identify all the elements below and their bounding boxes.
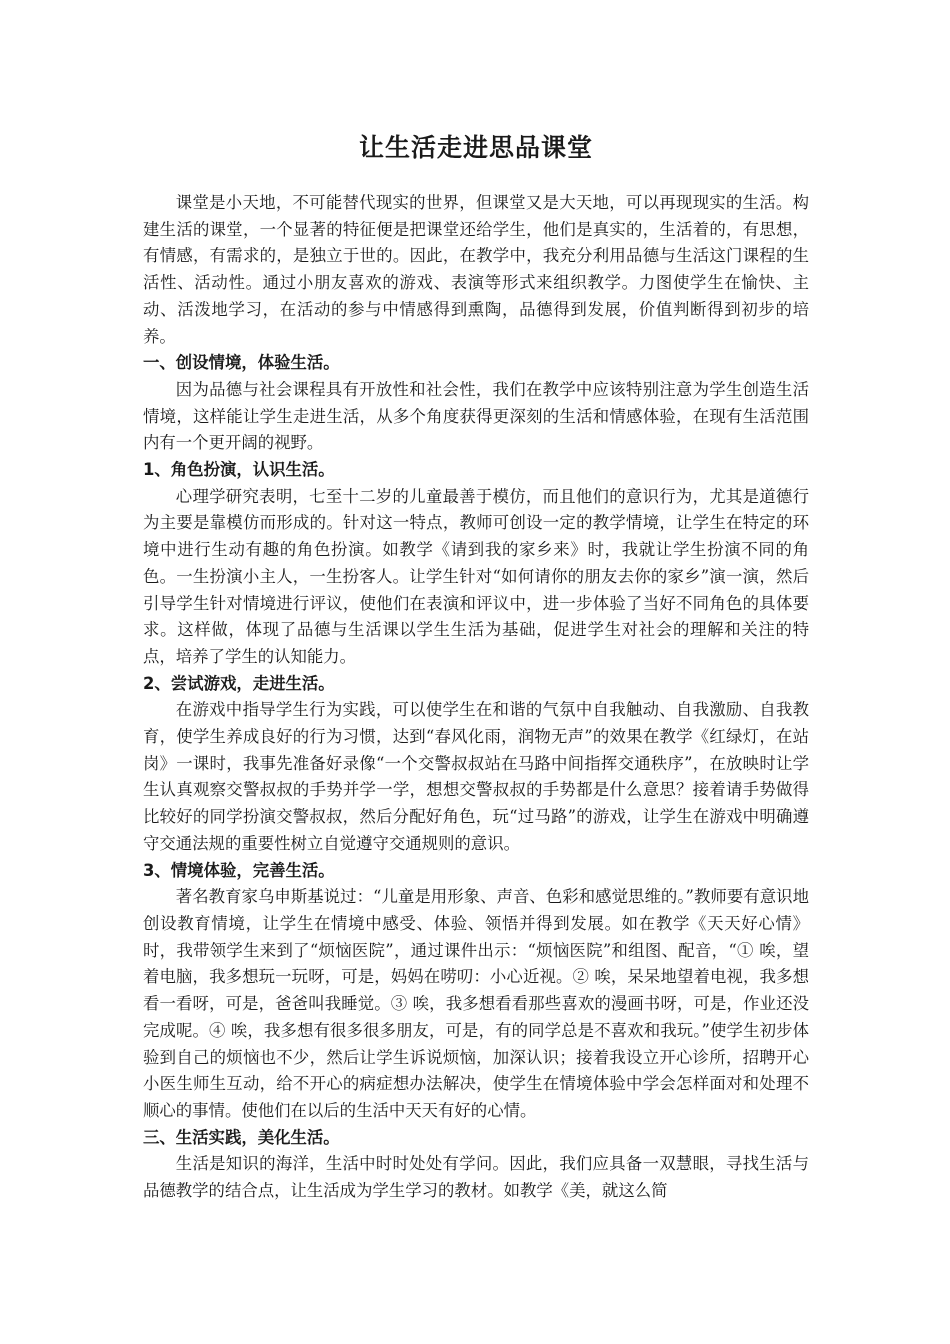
section-heading: 一、创设情境，体验生活。 <box>143 353 340 373</box>
paragraph: 课堂是小天地，不可能替代现实的世界，但课堂又是大天地，可以再现现实的生活。构建生活的课堂，一个显著的特征便是把课堂还给学生，他们是真实的，生活着的，有思想，有情感，有需求的，是独立于世的。因此，在教学中，我充分利用品德与生活这门课程的生活性、活动性。通过小朋友喜欢的游戏、表演等形式来组织教学。力图使学生在愉快、主动、活泼地学习，在活动的参与中情感得到熏陶，品德得到发展，价值判断得到初步的培养。 <box>143 193 809 346</box>
section-heading: 3、情境体验，完善生活。 <box>143 860 335 880</box>
paragraph: 著名教育家乌申斯基说过：“儿童是用形象、声音、色彩和感觉思维的。”教师要有意识地创设教育情境，让学生在情境中感受、体验、领悟并得到发展。如在教学《天天好心情》时，我带领学生来到了“烦恼医院”，通过课件出示：“烦恼医院”和组图、配音，“① 唉，望着电脑，我多想玩一玩呀，可是，妈妈在唠叨：小心近视。② 唉，呆呆地望着电视，我多想看一看呀，可是，爸爸叫我睡觉。③ 唉，我多想看看那些喜欢的漫画书呀，可是，作业还没完成呢。④ 唉，我多想有很多很多朋友，可是，有的同学总是不喜欢和我玩。”使学生初步体验到自己的烦恼也不少，然后让学生诉说烦恼，加深认识；接着我设立开心诊所，招聘开心小医生师生互动，给不开心的病症想办法解决，使学生在情境体验中学会怎样面对和处理不顺心的事情。使他们在以后的生活中天天有好的心情。 <box>143 887 809 1120</box>
paragraph: 因为品德与社会课程具有开放性和社会性，我们在教学中应该特别注意为学生创造生活情境，这样能让学生走进生活，从多个角度获得更深刻的生活和情感体验，在现有生活范围内有一个更开阔的视野。 <box>143 379 809 453</box>
paragraph: 心理学研究表明，七至十二岁的儿童最善于模仿，而且他们的意识行为，尤其是道德行为主要是靠模仿而形成的。针对这一特点，教师可创设一定的教学情境，让学生在特定的环境中进行生动有趣的角色扮演。如教学《请到我的家乡来》时，我就让学生扮演不同的角色。一生扮演小主人，一生扮客人。让学生针对“如何请你的朋友去你的家乡”演一演，然后引导学生针对情境进行评议，使他们在表演和评议中，进一步体验了当好不同角色的具体要求。这样做，体现了品德与生活课以学生生活为基础，促进学生对社会的理解和关注的特点，培养了学生的认知能力。 <box>143 486 809 666</box>
paragraph: 生活是知识的海洋，生活中时时处处有学问。因此，我们应具备一双慧眼，寻找生活与品德教学的结合点，让生活成为学生学习的教材。如教学《美，就这么简 <box>143 1154 809 1201</box>
paragraph: 在游戏中指导学生行为实践，可以使学生在和谐的气氛中自我触动、自我激励、自我教育，使学生养成良好的行为习惯，达到“春风化雨，润物无声”的效果在教学《红绿灯，在站岗》一课时，我事先准备好录像“一个交警叔叔站在马路中间指挥交通秩序”，在放映时让学生认真观察交警叔叔的手势并学一学，想想交警叔叔的手势都是什么意思？接着请手势做得比较好的同学扮演交警叔叔，然后分配好角色，玩“过马路”的游戏，让学生在游戏中明确遵守交通法规的重要性树立自觉遵守交通规则的意识。 <box>143 700 809 853</box>
document-body <box>143 190 809 1205</box>
document-page <box>143 128 809 1205</box>
section-heading: 1、角色扮演，认识生活。 <box>143 460 335 480</box>
document-title: 让生活走进思品课堂 <box>358 133 593 162</box>
section-heading: 2、尝试游戏，走进生活。 <box>143 673 335 693</box>
section-heading: 三、生活实践，美化生活。 <box>143 1127 340 1147</box>
